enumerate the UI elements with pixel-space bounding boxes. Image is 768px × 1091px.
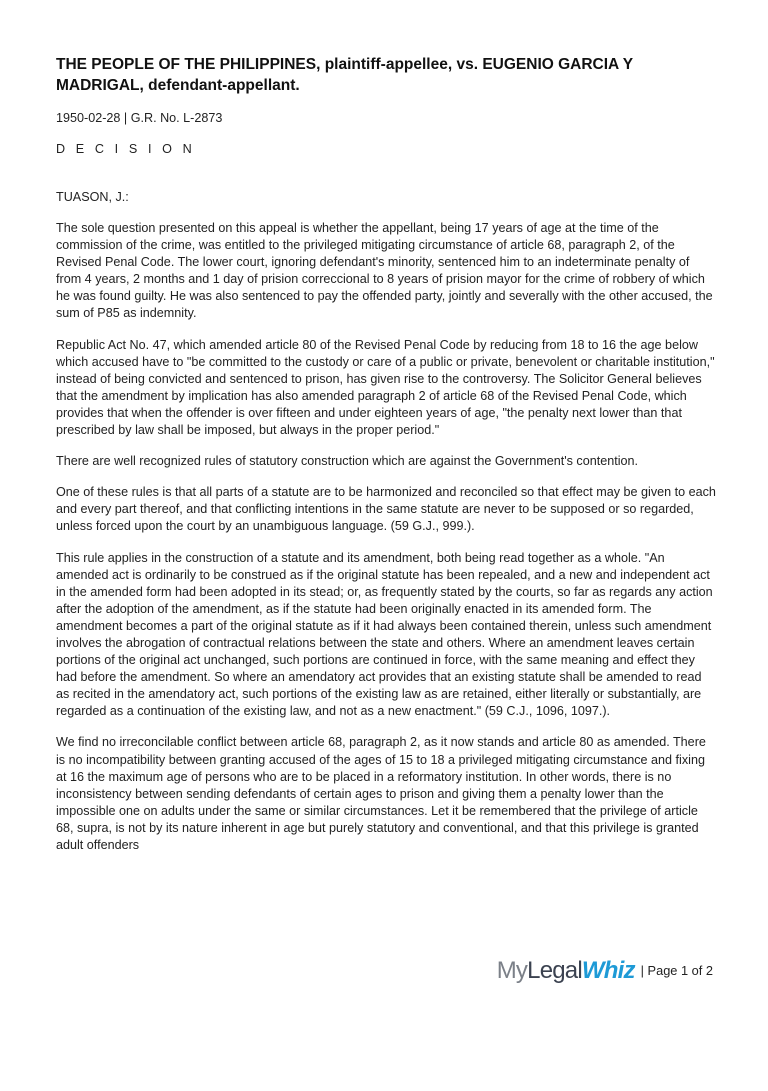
ponente: TUASON, J.: [56, 190, 129, 204]
logo-legal-text: Legal [527, 957, 582, 984]
page-footer [497, 958, 713, 984]
paragraph: There are well recognized rules of statutory construction which are against the Government's contention. [56, 454, 639, 469]
case-date-and-number: 1950-02-28 | G.R. No. L-2873 [56, 111, 223, 125]
paragraph: This rule applies in the construction of a statute and its amendment, both being read together as a whole. "An amended act is ordinarily to be construed as if the original statute has been repealed, and a new and independent act in the amended form had been adopted in its stead; or, as frequently stated by the courts, so far as regards any action after the adoption of the amendment, as if the statute had been originally enacted in its amended form. The amendment becomes a part of the original statute as if it had always been contained therein, unless such amendment involves the abrogation of contractual relations between the state and others. Where an amendment leaves certain portions of the original act unchanged, such portions are continued in force, with the same meaning and effect they had before the amendment. So where an amendatory act provides that an existing statute shall be amended to read as recited in the amendatory act, such portions of the existing law as are retained, either literally or substantially, are regarded as a continuation of the existing law, and not as a new enactment." (59 C.J., 1096, 1097.). [56, 550, 713, 719]
page-indicator: | Page 1 of 2 [640, 963, 713, 978]
document-page [56, 54, 716, 1091]
paragraph: One of these rules is that all parts of a statute are to be harmonized and reconciled so that effect may be given to each and every part thereof, and that conflicting intentions in the same statute are never to be supposed or so regarded, unless forced upon the court by an unambiguous language. (59 G.J., 999.). [56, 485, 716, 534]
document-body [56, 189, 716, 1091]
paragraph: We find no irreconcilable conflict between article 68, paragraph 2, as it now stands and article 80 as amended. There is no incompatibility between granting accused of the ages of 15 to 18 a privileged mitigating circumstance and fixing at 16 the maximum age of persons who are to be placed in a reformatory institution. In other words, there is no inconsistency between sending defendants of certain ages to prison and giving them a penalty lower than the impossible one on adults under the same or similar circumstances. Let it be remembered that the privilege of article 68, supra, is not by its nature inherent in age but purely statutory and conventional, and that this privilege is granted adult offenders [56, 735, 706, 852]
paragraph: The sole question presented on this appeal is whether the appellant, being 17 years of age at the time of the commission of the crime, was entitled to the privileged mitigating circumstance of article 68, paragraph 2, of the Revised Penal Code. The lower court, ignoring defendant's minority, sentenced him to an indeterminate penalty of from 4 years, 2 months and 1 day of prision correccional to 8 years of prision mayor for the crime of robbery of which he was found guilty. He was also sentenced to pay the offended party, jointly and severally with the other accused, the sum of P85 as indemnity. [56, 221, 713, 321]
decision-heading: D E C I S I O N [56, 142, 196, 156]
logo-my-text: My [496, 957, 528, 984]
paragraph: Republic Act No. 47, which amended article 80 of the Revised Penal Code by reducing from 18 to 16 the age below which accused have to "be committed to the custody or care of a public or private, benevolent or charitable institution," instead of being convicted and sentenced to prison, has given rise to the controversy. The Solicitor General believes that the amendment by implication has also amended paragraph 2 of article 68 of the Revised Penal Code, which provides that when the offender is over fifteen and under eighteen years of age, "the penalty next lower than that prescribed by law shall be imposed, but always in the proper period." [56, 337, 715, 438]
logo-whiz-text: Whiz [581, 957, 635, 984]
mylegalwhiz-logo[interactable] [497, 958, 635, 984]
case-title: THE PEOPLE OF THE PHILIPPINES, plaintiff-appellee, vs. EUGENIO GARCIA Y MADRIGAL, defendant-appellant. [56, 56, 633, 94]
